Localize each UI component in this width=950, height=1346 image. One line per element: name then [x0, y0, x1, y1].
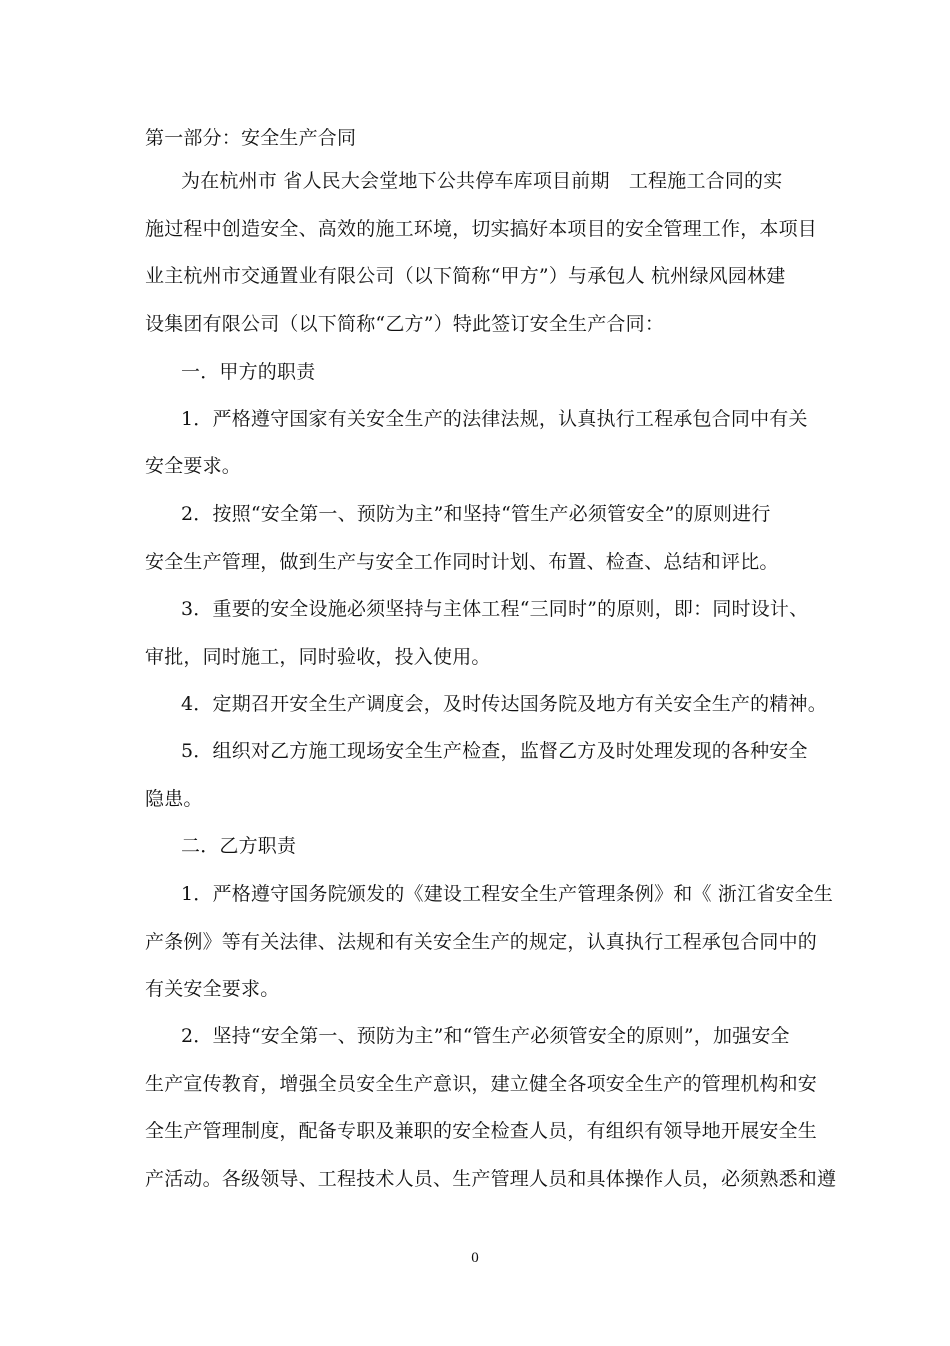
party-a-item-3-line: 审批，同时施工，同时验收，投入使用。: [145, 646, 491, 668]
section-title: 第一部分：安全生产合同: [145, 127, 357, 149]
intro-line: 为在杭州市 省人民大会堂地下公共停车库项目前期 工程施工合同的实: [181, 170, 783, 192]
party-a-item-5-line: 隐患。: [145, 788, 203, 810]
party-b-item-2-line: 全生产管理制度，配备专职及兼职的安全检查人员，有组织有领导地开展安全生: [145, 1120, 818, 1142]
party-b-item-1-line: 1．严格遵守国务院颁发的《建设工程安全生产管理条例》和《 浙江省安全生: [181, 883, 834, 905]
party-a-item-1-line: 安全要求。: [145, 455, 242, 477]
page-number: 0: [471, 1250, 479, 1266]
party-b-item-2-line: 2．坚持“安全第一、预防为主”和“管生产必须管安全的原则”，加强安全: [181, 1025, 790, 1047]
intro-line: 施过程中创造安全、高效的施工环境，切实搞好本项目的安全管理工作，本项目: [145, 218, 818, 240]
party-a-heading: 一．甲方的职责: [181, 361, 316, 383]
party-b-item-1-line: 有关安全要求。: [145, 978, 280, 1000]
party-a-item-3-line: 3．重要的安全设施必须坚持与主体工程“三同时”的原则，即：同时设计、: [181, 598, 809, 620]
party-a-item-1-line: 1．严格遵守国家有关安全生产的法律法规，认真执行工程承包合同中有关: [181, 408, 808, 430]
party-a-item-2-line: 2．按照“安全第一、预防为主”和坚持“管生产必须管安全”的原则进行: [181, 503, 771, 525]
party-b-item-1-line: 产条例》等有关法律、法规和有关安全生产的规定，认真执行工程承包合同中的: [145, 931, 818, 953]
party-a-item-2-line: 安全生产管理，做到生产与安全工作同时计划、布置、检查、总结和评比。: [145, 551, 779, 573]
party-b-item-2-line: 生产宣传教育，增强全员安全生产意识，建立健全各项安全生产的管理机构和安: [145, 1073, 818, 1095]
party-b-heading: 二．乙方职责: [181, 835, 297, 857]
party-a-item-4-line: 4．定期召开安全生产调度会，及时传达国务院及地方有关安全生产的精神。: [181, 693, 827, 715]
intro-line: 设集团有限公司（以下简称“乙方”）特此签订安全生产合同：: [145, 313, 665, 335]
party-a-item-5-line: 5．组织对乙方施工现场安全生产检查，监督乙方及时处理发现的各种安全: [181, 740, 808, 762]
intro-line: 业主杭州市交通置业有限公司（以下简称“甲方”）与承包人 杭州绿风园林建: [145, 265, 786, 287]
party-b-item-2-line: 产活动。各级领导、工程技术人员、生产管理人员和具体操作人员，必须熟悉和遵: [145, 1168, 837, 1190]
